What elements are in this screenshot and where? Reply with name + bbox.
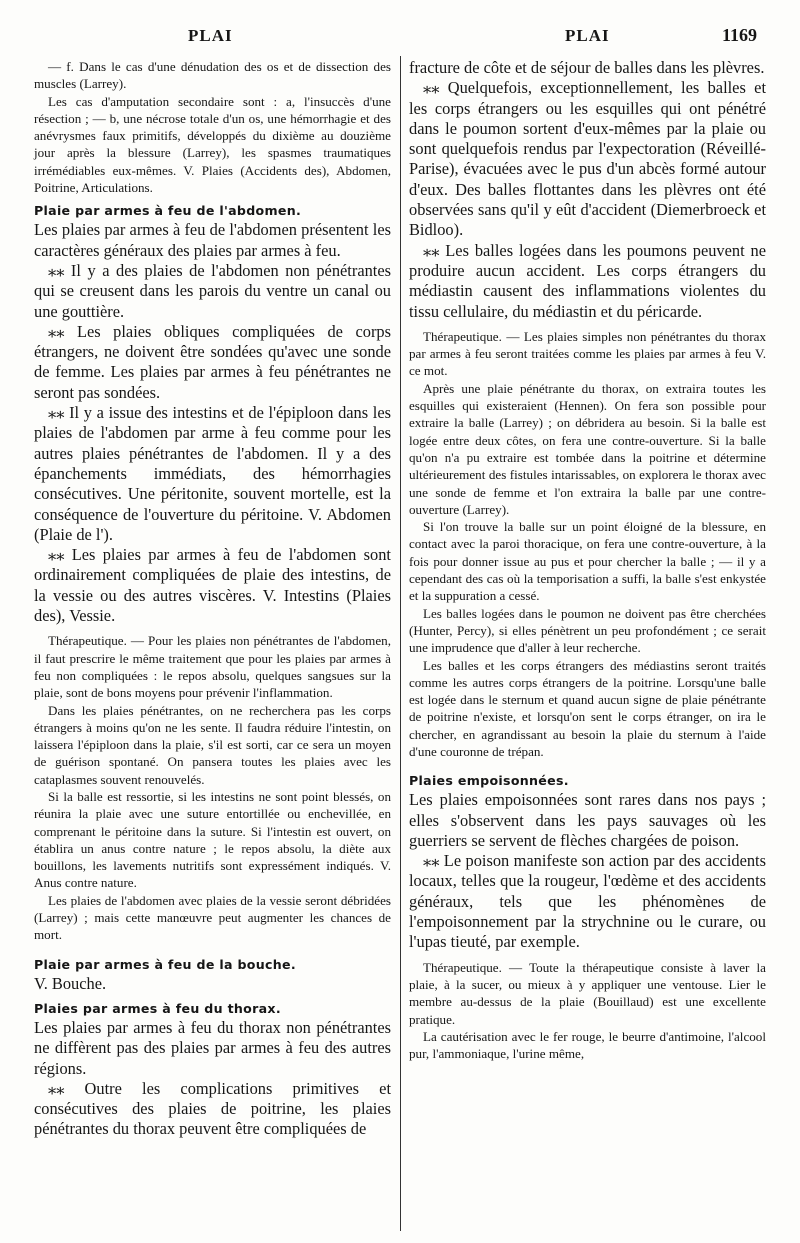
- paragraph: Après une plaie pénétrante du thorax, on extraira toutes les esquilles qui existeraient (Hennen). On fera son possible pour extraire la balle (Larrey) ; on débridera au besoin. Si la balle est logée entre deux côtes, on fera une contre-ouverture. Si la balle qu'on n'a pu extraire est tombée dans la poitrine et détermine ultérieurement des fistules intarissables, on explorera le thorax avec une sonde de femme et l'on extraira la balle par une contre-ouverture (Larrey).: [409, 380, 766, 517]
- section-heading: Plaies empoisonnées.: [409, 773, 569, 789]
- paragraph: Les cas d'amputation secondaire sont : a, l'insuccès d'une résection ; — b, une nécrose totale d'un os, une hémorrhagie et des anévrysmes faux primitifs, développés du dixième au douzième jour après la blessure (Larrey), les spasmes traumatiques irrémédiables eux-mêmes. V. Plaies (Accidents des), Abdomen, Poitrine, Articulations.: [34, 93, 391, 196]
- section-bouche: [34, 956, 391, 974]
- paragraph: Dans les plaies pénétrantes, on ne recherchera pas les corps étrangers à moins qu'on ne les sente. Il faudra réduire l'intestin, on laissera l'épiploon dans la plaie, s'il est sorti, car ce sera un moyen de guérison spontané. On pansera toutes les plaies avec les cataplasmes souvent renouvelés.: [34, 702, 391, 787]
- cross-reference: V. Bouche.: [34, 973, 107, 993]
- therapeutics-paragraph: Thérapeutique. — Toute la thérapeutique consiste à laver la plaie, à la sucer, ou mieux à y appliquer une ventouse. Lier le membre au-dessus de la plaie (Bouillaud) est une excellente pratique.: [409, 959, 766, 1027]
- paragraph: Les plaies de l'abdomen avec plaies de la vessie seront débridées (Larrey) ; mais cette manœuvre peut augmenter les chances de mort.: [34, 892, 391, 943]
- paragraph: Si la balle est ressortie, si les intestins ne sont point blessés, on réunira la plaie avec une suture entortillée ou enchevillée, en comprenant le péritoine dans la suture. Si l'intestin est ouvert, on établira un anus contre nature ; le repos absolu, la diète aux bouillons, les lavements nutritifs sont expressément indiqués. V. Anus contre nature.: [34, 788, 391, 891]
- running-head-left: PLAI: [188, 26, 233, 45]
- therapeutics-paragraph: Thérapeutique. — Pour les plaies non pénétrantes de l'abdomen, il faut prescrire le même traitement que pour les plaies par armes à feu non compliquées : le repos absolu, quelques sangsues sur la plaie, sont de bons moyens pour prévenir l'inflammation.: [34, 633, 391, 701]
- paragraph: ⁎⁎ Quelquefois, exceptionnellement, les balles et les corps étrangers ou les esquilles qui ont pénétré dans le poumon sortent d'eux-mêmes par la plaie ou sont quelquefois rendus par l'expectoration (Réveillé-Parise), évacuées avec le pus d'un abcès formé autour d'eux. Des balles flottantes dans les plèvres ont été observées sans qu'il y eût d'accident (Diemerbroeck et Bidloo).: [409, 78, 766, 240]
- paragraph: ⁎⁎ Outre les complications primitives et consécutives des plaies de poitrine, les plaies pénétrantes du thorax peuvent être compliquées de: [34, 1078, 391, 1139]
- section-abdomen: [34, 202, 391, 220]
- paragraph: Les plaies empoisonnées sont rares dans nos pays ; elles s'observent dans les pays sauvages où les guerriers se servent de flèches chargées de poison.: [409, 790, 766, 850]
- therapeutics-paragraph: Thérapeutique. — Les plaies simples non pénétrantes du thorax par armes à feu seront traitées comme les plaies par armes à feu V. ce mot.: [409, 328, 766, 379]
- section-thorax: [34, 1000, 391, 1018]
- paragraph: ⁎⁎ Les plaies obliques compliquées de corps étrangers, ne doivent être sondées qu'avec une sonde de femme. Les plaies par armes à feu pénétrantes ne seront pas sondées.: [34, 321, 391, 402]
- section-heading: Plaie par armes à feu de la bouche.: [34, 956, 296, 972]
- paragraph: Les plaies par armes à feu de l'abdomen présentent les caractères généraux des plaies par armes à feu.: [34, 220, 391, 260]
- paragraph: ⁎⁎ Il y a des plaies de l'abdomen non pénétrantes qui se creusent dans les parois du ventre un canal ou une gouttière.: [34, 260, 391, 321]
- paragraph: La cautérisation avec le fer rouge, le beurre d'antimoine, l'alcool pur, l'ammoniaque, l'urine même,: [409, 1028, 766, 1062]
- left-column: [34, 58, 391, 1140]
- paragraph: ⁎⁎ Le poison manifeste son action par des accidents locaux, telles que la rougeur, l'œdème et des accidents généraux, tels que les phénomènes de l'empoisonnement par la strychnine ou le curare, ou l'upas tieuté, par exemple.: [409, 851, 766, 952]
- paragraph: ⁎⁎ Les balles logées dans les poumons peuvent ne produire aucun accident. Les corps étrangers du médiastin causent des inflammations violentes du tissu cellulaire, du médiastin et du péricarde.: [409, 240, 766, 321]
- section-heading: Plaie par armes à feu de l'abdomen.: [34, 203, 302, 219]
- paragraph: ⁎⁎ Il y a issue des intestins et de l'épiploon dans les plaies de l'abdomen par arme à feu comme pour les autres plaies pénétrantes de l'abdomen. Il y a des épanchements immédiats, des hémorrhagies consécutives. Une péritonite, souvent mortelle, est la conséquence de l'ouverture du péritoine. V. Abdomen (Plaie de l').: [34, 403, 391, 544]
- section-heading: Plaies par armes à feu du thorax.: [34, 1000, 281, 1016]
- paragraph: — f. Dans le cas d'une dénudation des os et de dissection des muscles (Larrey).: [34, 59, 391, 92]
- right-column: [409, 58, 766, 1062]
- running-head-right: PLAI: [565, 26, 610, 45]
- section-empoisonnees: [409, 772, 766, 790]
- paragraph: ⁎⁎ Les plaies par armes à feu de l'abdomen sont ordinairement compliquées de plaie des intestins, de la vessie ou des autres viscères. V. Intestins (Plaies des), Vessie.: [34, 545, 391, 626]
- paragraph: Les plaies par armes à feu du thorax non pénétrantes ne diffèrent pas des plaies par armes à feu des autres régions.: [34, 1017, 391, 1078]
- paragraph: Si l'on trouve la balle sur un point éloigné de la blessure, en contact avec la paroi thoracique, on fera une contre-ouverture, à la fois pour donner issue au pus et pour chercher la balle ; — il y a cependant des cas où la temporisation a suffi, la balle s'est enkystée et la suppuration a cessé.: [409, 519, 766, 604]
- paragraph: fracture de côte et de séjour de balles dans les plèvres.: [409, 58, 765, 77]
- paragraph: Les balles et les corps étrangers des médiastins seront traités comme les autres corps étrangers de la poitrine. Lorsqu'une balle est logée dans le sternum et quand aucun signe de plaie pénétrante de poitrine n'existe, et lorsqu'on sent le corps étranger, on ira le chercher, en agrandissant au besoin la plaie du sternum à l'aide d'une couronne de trépan.: [409, 657, 766, 759]
- column-divider: [400, 56, 401, 1231]
- paragraph: Les balles logées dans le poumon ne doivent pas être cherchées (Hunter, Percy), si elles pénètrent un peu profondément ; ce serait une imprudence que d'aller à leur recherche.: [409, 605, 766, 656]
- page-number: 1169: [722, 25, 758, 45]
